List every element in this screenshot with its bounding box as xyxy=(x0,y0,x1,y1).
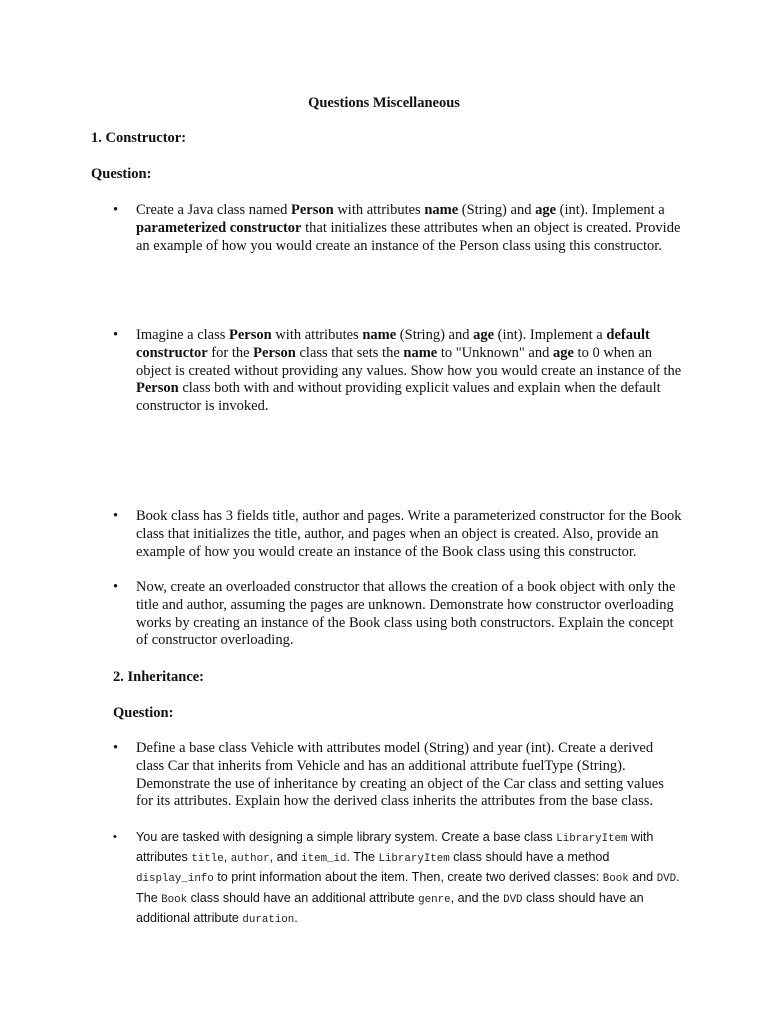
text-run: Create a Java class named xyxy=(136,202,291,218)
text-run: Book class has 3 fields title, author and pages. Write a parameterized constructor for the Book class that initializes the title, author, and pages when an object is created. Also, provide an example of how you would create an instance of the Book class using this constructor. xyxy=(136,508,682,560)
text-run: Define a base class Vehicle with attributes model (String) and year (int). Create a derived class Car that inherits from Vehicle and has an additional attribute fuelType (String). Demonstrate the use of inheritance by creating an object of the Car class and setting values for its attributes. Explain how the derived class inherits the attributes from the base class. xyxy=(136,740,664,810)
list-item xyxy=(113,508,683,561)
text-run: class that sets the xyxy=(295,344,404,361)
list-item-text xyxy=(136,579,683,650)
list-item-text xyxy=(136,327,683,416)
bullet-glyph: • xyxy=(113,831,117,843)
question-label: Question: xyxy=(91,166,152,182)
bold-term: Person xyxy=(253,344,296,361)
bold-term: Person xyxy=(291,202,334,218)
text-run: to 0 when an object is created without providing any values. Show how you would create an instance of the xyxy=(136,344,682,379)
list-item-text xyxy=(136,202,683,255)
code-term: LibraryItem xyxy=(378,853,450,866)
text-run: that initializes these attributes when an object is created. Provide an example of how you would create an instance of the Person class using this constructor. xyxy=(136,219,681,254)
code-term: author xyxy=(230,853,270,866)
bold-term: name xyxy=(362,327,397,343)
code-term: DVD xyxy=(503,893,523,906)
text-run: (int). Implement a xyxy=(494,327,607,343)
bold-term: name xyxy=(424,202,459,218)
bold-term: age xyxy=(552,344,574,361)
text-run: class should have an additional attribute xyxy=(187,890,419,905)
bullet-glyph: • xyxy=(113,508,119,524)
list-item xyxy=(113,828,683,929)
text-run: class both with and without providing explicit values and explain when the default constructor is invoked. xyxy=(136,380,661,415)
code-term: Book xyxy=(161,893,188,906)
bold-term: Person xyxy=(136,380,179,397)
code-term: display_info xyxy=(136,873,214,886)
bullet-glyph: • xyxy=(113,740,119,756)
list-item-text xyxy=(136,740,683,811)
code-term: LibraryItem xyxy=(556,833,628,845)
text-run: to "Unknown" and xyxy=(437,344,553,361)
text-run: with attributes xyxy=(271,327,363,343)
list-item xyxy=(113,202,683,255)
text-run: class should have a method xyxy=(449,850,610,865)
text-run: Now, create an overloaded constructor that allows the creation of a book object with only the title and author, assuming the pages are unknown. Demonstrate how constructor overloading works by creating an instance of the Book class using both constructors. Explain the concept of constructor overloading. xyxy=(136,579,676,649)
text-run: (String) and xyxy=(396,327,474,343)
text-run: to print information about the item. Then, create two derived classes: xyxy=(213,870,603,885)
text-run: You are tasked with designing a simple library system. Create a base class xyxy=(136,830,557,844)
text-run: and xyxy=(628,870,657,885)
list-item xyxy=(113,740,683,811)
document-title: Questions Miscellaneous xyxy=(308,95,460,111)
list-item-text xyxy=(136,828,683,929)
text-run: . xyxy=(294,910,298,925)
text-run: Imagine a class xyxy=(136,327,230,343)
bold-term: name xyxy=(403,344,438,361)
section-heading-constructor: 1. Constructor: xyxy=(91,130,187,146)
bullet-glyph: • xyxy=(113,202,119,218)
text-run: , and the xyxy=(450,890,504,905)
code-term: Book xyxy=(602,873,629,886)
code-term: genre xyxy=(418,893,451,906)
bold-term: Person xyxy=(229,327,272,343)
text-run: (int). Implement a xyxy=(556,202,665,218)
text-run: (String) and xyxy=(458,202,536,218)
text-run: . The xyxy=(346,850,379,865)
bullet-glyph: • xyxy=(113,579,119,595)
bold-term: parameterized constructor xyxy=(136,219,302,236)
section-heading-inheritance: 2. Inheritance: xyxy=(113,669,205,685)
bold-term: age xyxy=(535,202,557,218)
list-item-text xyxy=(136,508,683,561)
text-run: . The xyxy=(136,870,680,905)
code-term: duration xyxy=(242,913,295,926)
text-run: for the xyxy=(207,344,254,361)
code-term: DVD xyxy=(656,873,677,886)
text-run: with attributes xyxy=(333,202,425,218)
text-run: class should have an additional attribute xyxy=(136,890,644,925)
bold-term: default constructor xyxy=(136,327,650,361)
text-run: with attributes xyxy=(136,830,654,865)
bold-term: age xyxy=(473,327,495,343)
code-term: title xyxy=(191,853,224,866)
list-item xyxy=(113,579,683,650)
text-run: , xyxy=(223,850,231,865)
text-run: , and xyxy=(269,850,302,865)
list-item xyxy=(113,327,683,416)
question-label: Question: xyxy=(113,705,174,721)
bullet-glyph: • xyxy=(113,327,119,343)
code-term: item_id xyxy=(301,853,347,866)
